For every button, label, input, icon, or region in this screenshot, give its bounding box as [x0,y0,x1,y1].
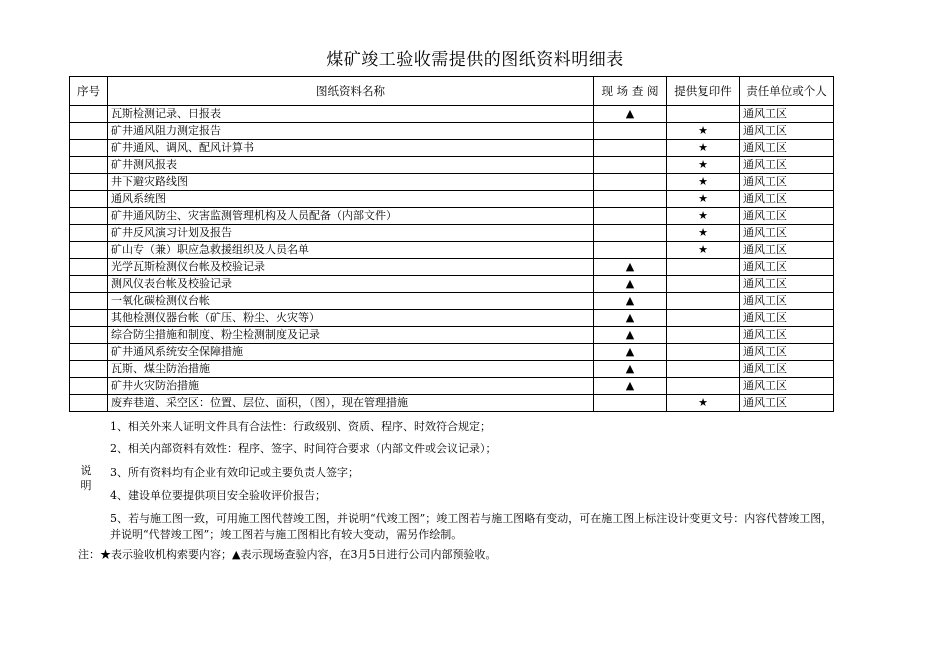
row-no-cell [70,106,108,123]
row-name-cell: 矿井通风阻力测定报告 [108,123,594,140]
row-copy-cell [667,378,740,395]
table-row [70,157,834,174]
row-copy-cell: ★ [667,123,740,140]
row-name-cell: 其他检测仪器台帐（矿压、粉尘、火灾等） [108,310,594,327]
header-site-review: 现 场 查 阅 [594,77,667,106]
row-no-cell [70,140,108,157]
row-no-cell [70,310,108,327]
row-no-cell [70,361,108,378]
row-copy-cell: ★ [667,225,740,242]
table-header-row [70,77,834,106]
row-site-review-cell [594,140,667,157]
row-name-cell: 矿井反风演习计划及报告 [108,225,594,242]
row-no-cell [70,191,108,208]
row-no-cell [70,208,108,225]
header-responsible: 责任单位或个人 [740,77,834,106]
row-copy-cell: ★ [667,395,740,412]
row-name-cell: 井下避灾路线图 [108,174,594,191]
row-name-cell: 矿井通风系统安全保障措施 [108,344,594,361]
row-responsible-cell: 通风工区 [740,225,834,242]
row-responsible-cell: 通风工区 [740,242,834,259]
table-row [70,327,834,344]
row-responsible-cell: 通风工区 [740,259,834,276]
row-no-cell [70,225,108,242]
row-site-review-cell [594,157,667,174]
row-responsible-cell: 通风工区 [740,208,834,225]
row-no-cell [70,327,108,344]
row-no-cell [70,378,108,395]
row-responsible-cell: 通风工区 [740,140,834,157]
table-row [70,191,834,208]
row-name-cell: 矿山专（兼）职应急救援组织及人员名单 [108,242,594,259]
table-row [70,174,834,191]
row-responsible-cell: 通风工区 [740,361,834,378]
row-name-cell: 矿井火灾防治措施 [108,378,594,395]
row-name-cell: 光学瓦斯检测仪台帐及校验记录 [108,259,594,276]
table-row [70,123,834,140]
row-no-cell [70,293,108,310]
row-site-review-cell [594,191,667,208]
table-row [70,242,834,259]
note-item-2: 2、相关内部资料有效性：程序、签字、时间符合要求（内部文件或会议记录）； [110,442,497,455]
row-responsible-cell: 通风工区 [740,106,834,123]
row-site-review-cell: ▲ [594,344,667,361]
table-row [70,276,834,293]
table-row [70,361,834,378]
row-no-cell [70,276,108,293]
row-name-cell: 通风系统图 [108,191,594,208]
notes-label: 说 明 [80,464,92,492]
row-copy-cell [667,259,740,276]
row-responsible-cell: 通风工区 [740,276,834,293]
table-row [70,395,834,412]
row-site-review-cell: ▲ [594,293,667,310]
row-name-cell: 瓦斯检测记录、日报表 [108,106,594,123]
row-site-review-cell: ▲ [594,106,667,123]
row-no-cell [70,344,108,361]
row-responsible-cell: 通风工区 [740,378,834,395]
table-row [70,140,834,157]
row-copy-cell [667,310,740,327]
table-row [70,293,834,310]
row-responsible-cell: 通风工区 [740,293,834,310]
table-row [70,106,834,123]
table-row [70,208,834,225]
row-site-review-cell [594,123,667,140]
row-site-review-cell: ▲ [594,361,667,378]
row-name-cell: 矿井通风、调风、配风计算书 [108,140,594,157]
row-copy-cell: ★ [667,140,740,157]
row-responsible-cell: 通风工区 [740,395,834,412]
row-site-review-cell [594,208,667,225]
header-name: 图纸资料名称 [108,77,594,106]
row-no-cell [70,242,108,259]
note-item-5: 5、若与施工图一致，可用施工图代替竣工图，并说明“代竣工图”；竣工图若与施工图略有变动，可在施工图上标注设计变更文号：内容代替竣工图，并说明“代替竣工图”；竣工图若与施工图相比有较大变动，需另作绘制。 [110,512,833,541]
row-copy-cell: ★ [667,157,740,174]
row-site-review-cell [594,395,667,412]
row-site-review-cell: ▲ [594,276,667,293]
row-no-cell [70,174,108,191]
row-no-cell [70,259,108,276]
row-no-cell [70,123,108,140]
row-site-review-cell [594,174,667,191]
row-copy-cell [667,276,740,293]
row-copy-cell [667,361,740,378]
note-item-1: 1、相关外来人证明文件具有合法性：行政级别、资质、程序、时效符合规定； [110,420,491,433]
row-copy-cell [667,327,740,344]
row-responsible-cell: 通风工区 [740,344,834,361]
table-row [70,310,834,327]
row-no-cell [70,395,108,412]
row-site-review-cell [594,242,667,259]
row-responsible-cell: 通风工区 [740,157,834,174]
row-site-review-cell: ▲ [594,327,667,344]
row-name-cell: 综合防尘措施和制度、粉尘检测制度及记录 [108,327,594,344]
row-copy-cell [667,344,740,361]
header-no: 序号 [70,77,108,106]
row-copy-cell: ★ [667,208,740,225]
row-copy-cell: ★ [667,191,740,208]
row-responsible-cell: 通风工区 [740,327,834,344]
row-name-cell: 矿井通风防尘、灾害监测管理机构及人员配备（内部文件） [108,208,594,225]
row-responsible-cell: 通风工区 [740,191,834,208]
table-row [70,259,834,276]
row-copy-cell [667,293,740,310]
row-name-cell: 矿井测风报表 [108,157,594,174]
row-responsible-cell: 通风工区 [740,174,834,191]
page-title: 煤矿竣工验收需提供的图纸资料明细表 [326,50,624,70]
row-no-cell [70,157,108,174]
footer-legend-note: 注：★表示验收机构索要内容；▲表示现场查验内容，在3月5日进行公司内部预验收。 [78,548,497,561]
materials-table [69,76,834,412]
row-name-cell: 一氧化碳检测仪台帐 [108,293,594,310]
row-name-cell: 废弃巷道、采空区：位置、层位、面积，（图），现在管理措施 [108,395,594,412]
table-row [70,378,834,395]
row-site-review-cell: ▲ [594,259,667,276]
header-copy: 提供复印件 [667,77,740,106]
table-row [70,225,834,242]
row-site-review-cell [594,225,667,242]
row-responsible-cell: 通风工区 [740,123,834,140]
row-copy-cell: ★ [667,174,740,191]
row-responsible-cell: 通风工区 [740,310,834,327]
note-item-3: 3、所有资料均有企业有效印记或主要负责人签字； [110,466,359,479]
row-name-cell: 瓦斯、煤尘防治措施 [108,361,594,378]
table-row [70,344,834,361]
row-copy-cell [667,106,740,123]
row-copy-cell: ★ [667,242,740,259]
row-name-cell: 测风仪表台帐及校验记录 [108,276,594,293]
row-site-review-cell: ▲ [594,310,667,327]
table-body [70,77,834,412]
note-item-4: 4、建设单位要提供项目安全验收评价报告； [110,489,326,502]
row-site-review-cell: ▲ [594,378,667,395]
